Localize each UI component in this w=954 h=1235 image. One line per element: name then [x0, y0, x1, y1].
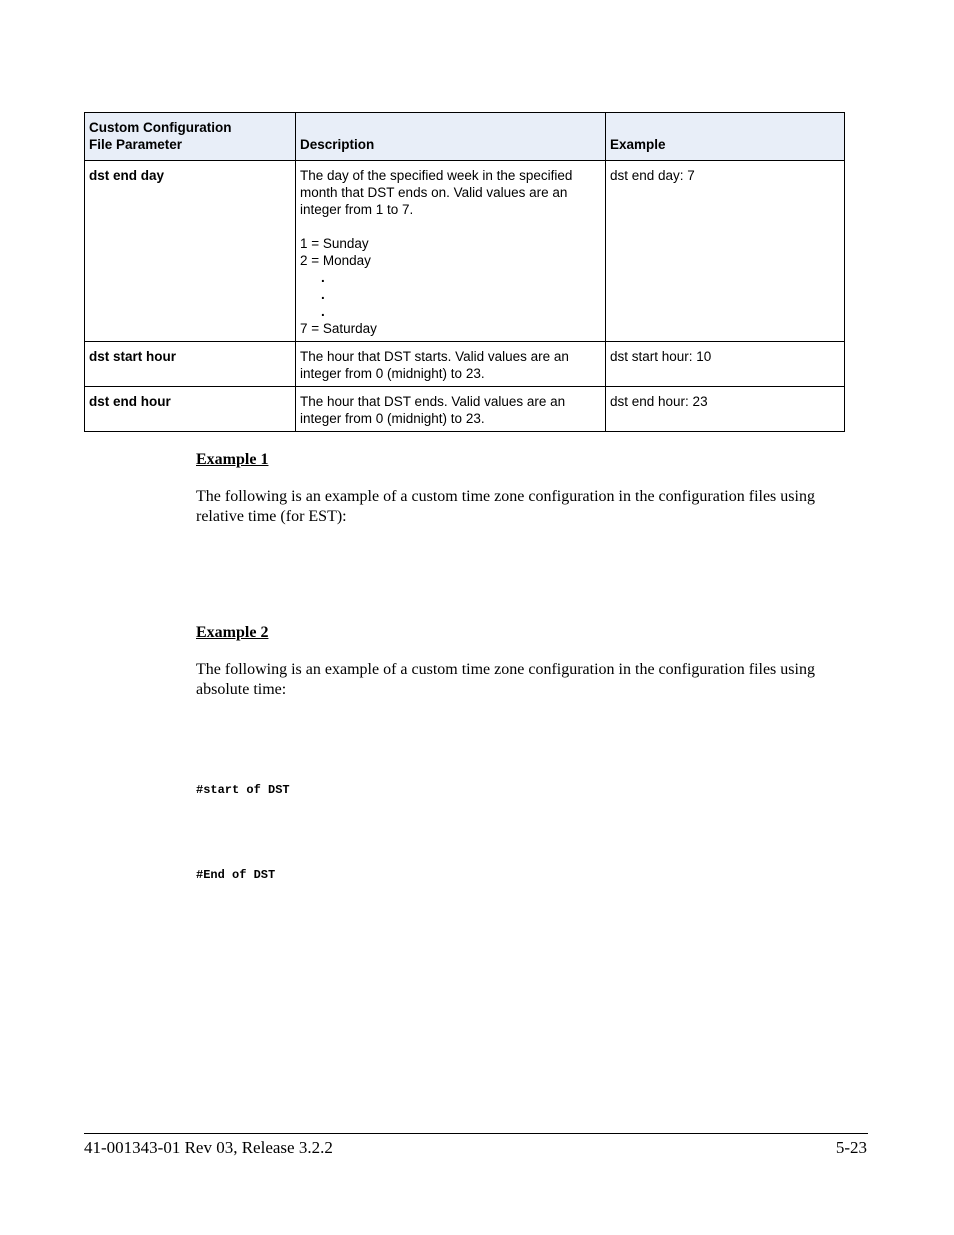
row-description	[296, 387, 606, 432]
footer-divider	[84, 1133, 868, 1134]
ellipsis-dot: .	[321, 304, 325, 319]
description-line: integer from 1 to 7.	[300, 202, 414, 217]
description-line: The hour that DST ends. Valid values are an	[300, 394, 566, 409]
row-description	[296, 342, 606, 387]
header-example: Example	[606, 113, 845, 161]
table-header-row	[85, 113, 845, 161]
list-item: 2 = Monday	[300, 253, 371, 268]
row-example: dst start hour: 10	[606, 342, 845, 387]
example2-text	[196, 660, 866, 700]
footer-page-number: 5-23	[835, 1138, 867, 1157]
row-example: dst end hour: 23	[606, 387, 845, 432]
example2-heading: Example 2	[196, 624, 269, 641]
row-parameter: dst start hour	[85, 342, 296, 387]
example2-text-line1: The following is an example of a custom time zone configuration in the configuration files using	[196, 661, 815, 678]
footer-document-id: 41-001343-01 Rev 03, Release 3.2.2	[84, 1138, 333, 1157]
code-start-of-dst: #start of DST	[196, 783, 290, 797]
example1-heading: Example 1	[196, 451, 269, 468]
code-end-of-dst: #End of DST	[196, 868, 276, 882]
table-row	[85, 387, 845, 432]
parameter-table	[84, 112, 845, 432]
table-row	[85, 161, 845, 342]
description-line: month that DST ends on. Valid values are an	[300, 185, 568, 200]
description-line: The day of the specified week in the specified	[300, 168, 573, 183]
spacer	[300, 218, 600, 235]
header-parameter-line2: File Parameter	[89, 137, 183, 152]
header-description: Description	[296, 113, 606, 161]
header-parameter	[85, 113, 296, 161]
example1-text	[196, 487, 866, 527]
description-line: The hour that DST starts. Valid values are an	[300, 349, 569, 364]
row-example: dst end day: 7	[606, 161, 845, 342]
row-parameter: dst end day	[85, 161, 296, 342]
header-parameter-line1: Custom Configuration	[89, 120, 232, 135]
example1-text-line2: relative time (for EST):	[196, 508, 347, 525]
row-parameter: dst end hour	[85, 387, 296, 432]
list-item: 1 = Sunday	[300, 236, 369, 251]
list-item: 7 = Saturday	[300, 321, 377, 336]
table-row	[85, 342, 845, 387]
ellipsis-dot: .	[321, 270, 325, 285]
example1-text-line1: The following is an example of a custom time zone configuration in the configuration files using	[196, 488, 815, 505]
description-line: integer from 0 (midnight) to 23.	[300, 411, 485, 426]
ellipsis-dot: .	[321, 287, 325, 302]
example2-text-line2: absolute time:	[196, 681, 287, 698]
row-description	[296, 161, 606, 342]
description-line: integer from 0 (midnight) to 23.	[300, 366, 485, 381]
